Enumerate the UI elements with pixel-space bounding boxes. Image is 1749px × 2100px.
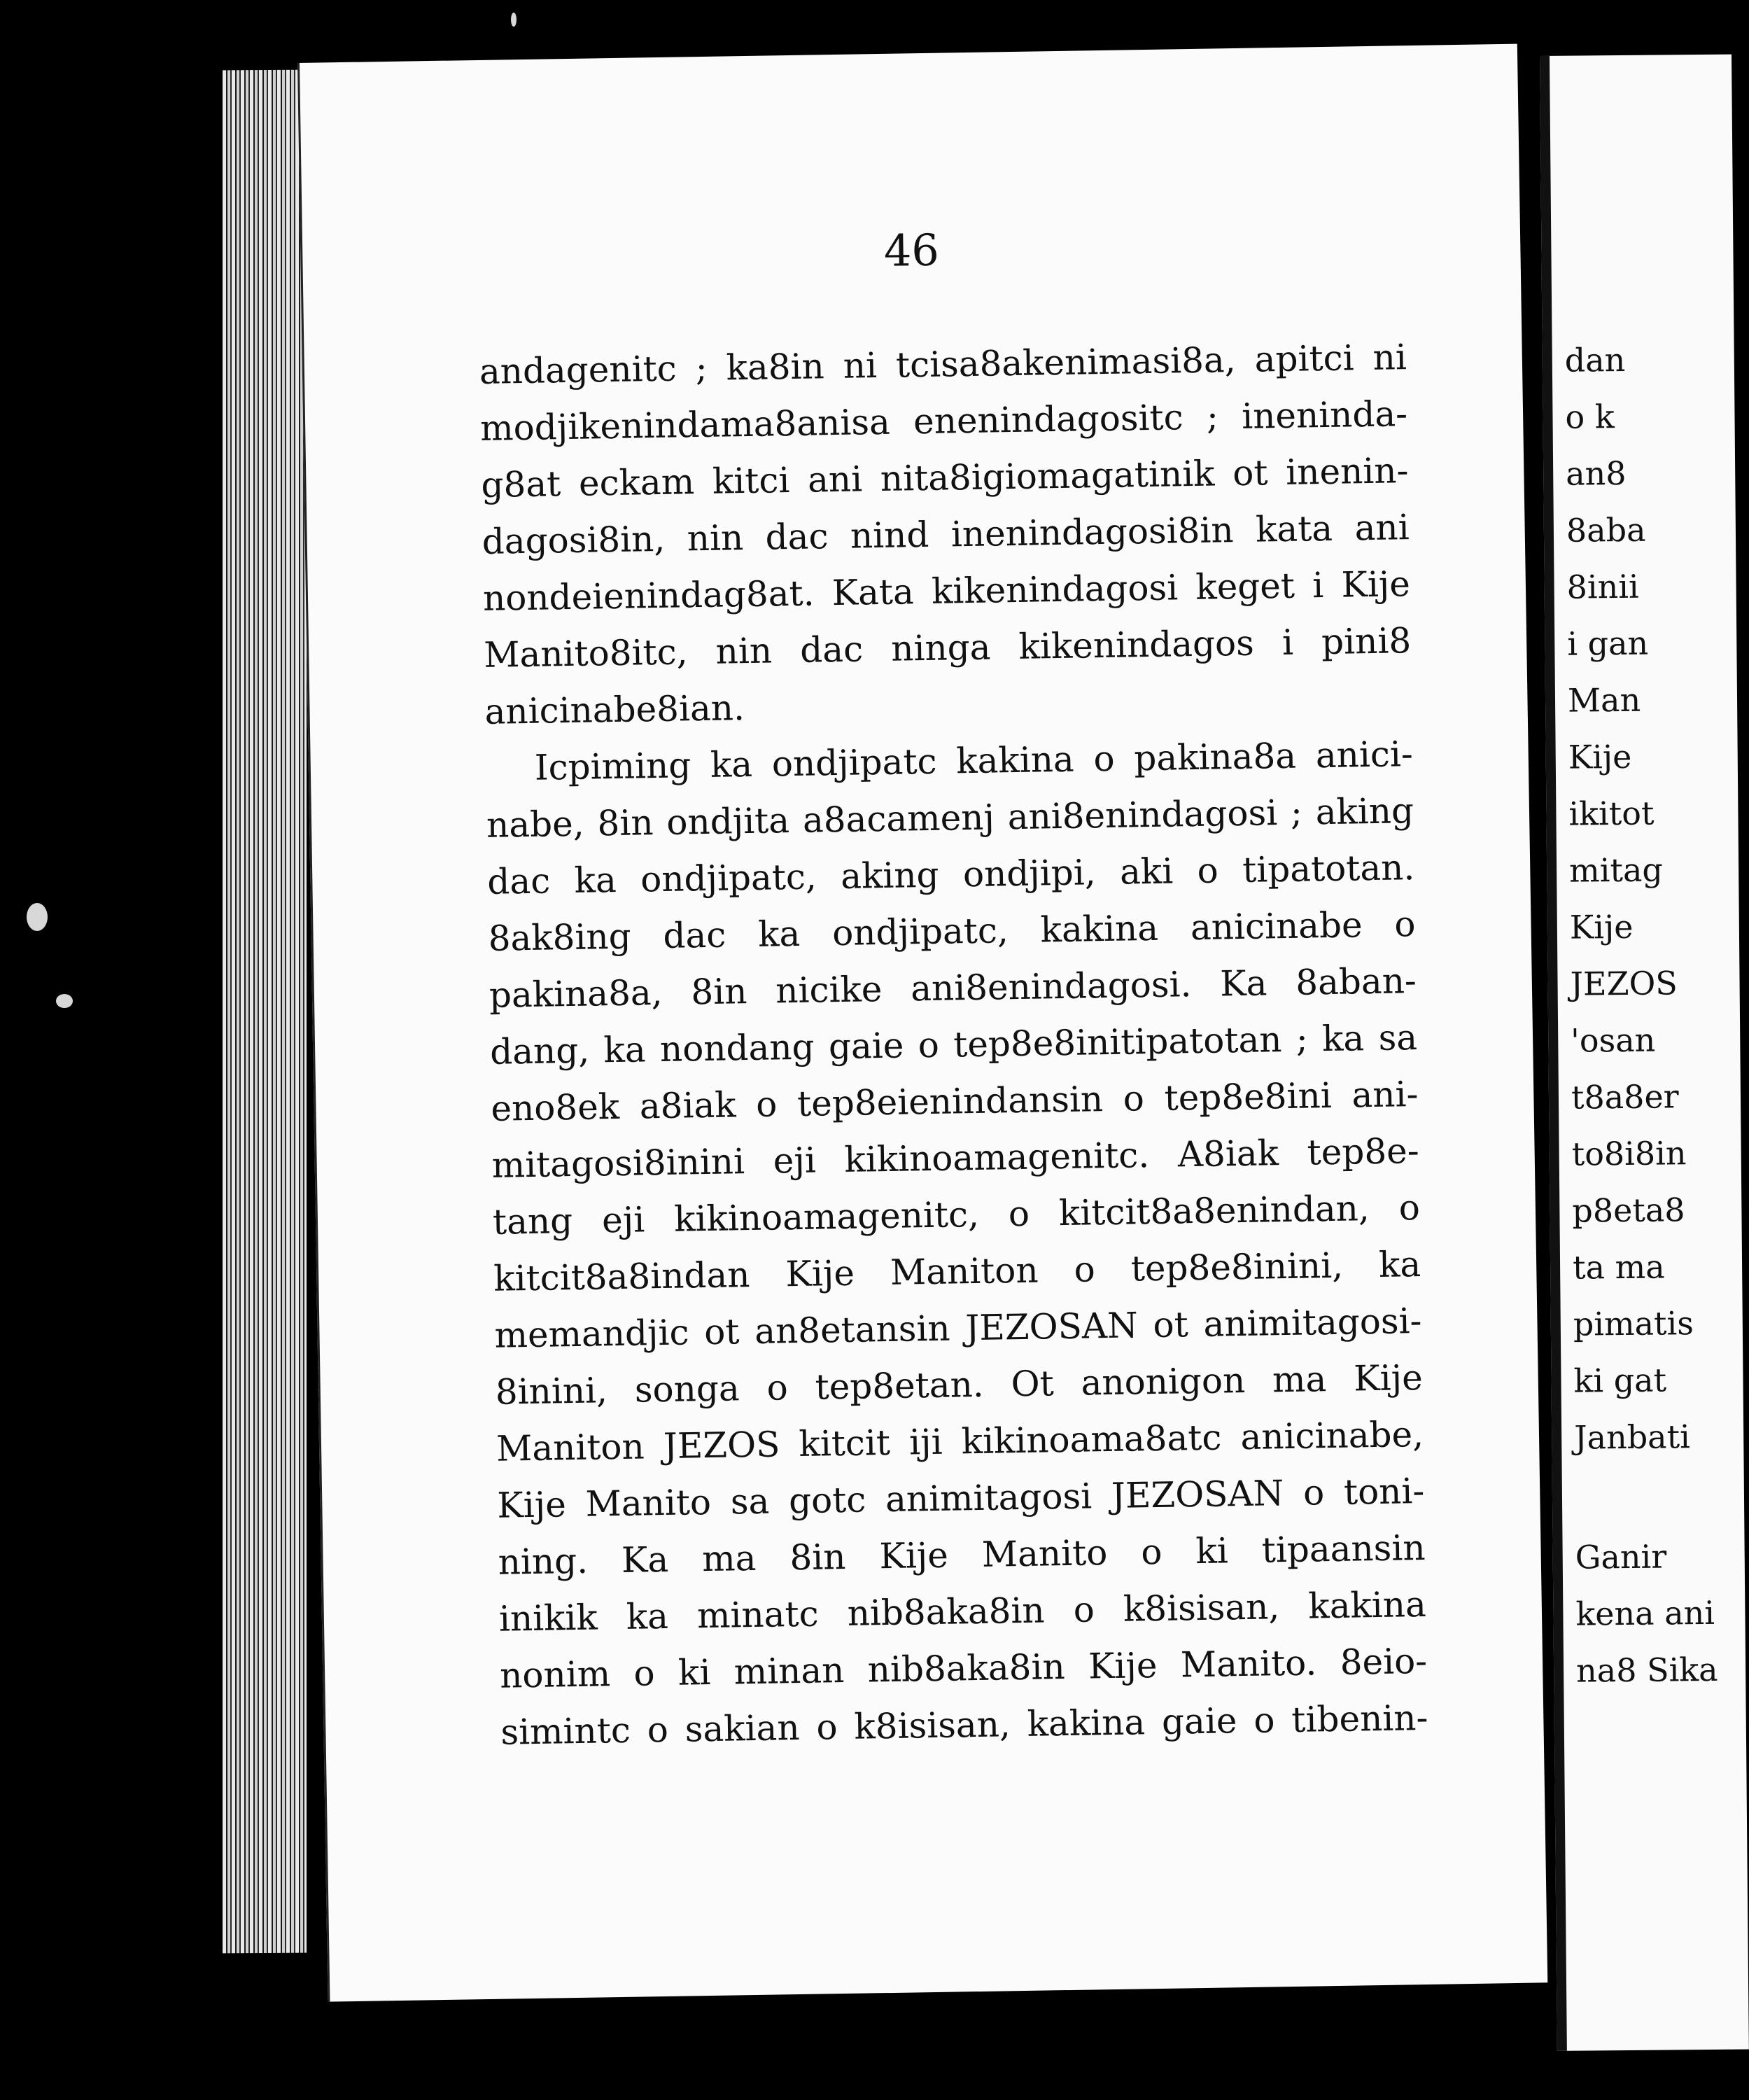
text-line: dang, ka nondang gaie o tep8e8initipatotan ; ka sa (489, 1017, 1418, 1072)
text-line: g8at eckam kitci ani nita8igiomagatinik ot inenin- (481, 450, 1409, 505)
dust-speck (56, 994, 73, 1008)
right-text-line: 8aba (1566, 510, 1646, 550)
text-line: 8ak8ing dac ka ondjipatc, kakina anicinabe o (488, 904, 1416, 959)
right-text-line: Janbati (1573, 1418, 1691, 1457)
dust-speck (27, 903, 48, 931)
right-text-line: Man (1567, 680, 1641, 720)
page-text-block (479, 329, 1428, 1761)
book-page-edges (223, 70, 307, 1954)
text-line: kitcit8a8indan Kije Maniton o tep8e8inini, ka (493, 1244, 1421, 1299)
text-line: andagenitc ; ka8in ni tcisa8akenimasi8a, apitci ni (479, 337, 1407, 392)
book-page-right-fragment (1540, 55, 1749, 2051)
book-page-left (297, 44, 1547, 2002)
text-line: memandjic ot an8etansin JEZOSAN ot animitagosi- (494, 1300, 1422, 1356)
text-line: eno8ek a8iak o tep8eienindansin o tep8e8ini ani- (491, 1074, 1419, 1129)
right-text-line: JEZOS (1570, 964, 1678, 1003)
text-line: nondeienindag8at. Kata kikenindagosi keget i Kije (482, 564, 1411, 619)
right-text-line: p8eta8 (1572, 1191, 1685, 1230)
right-text-line: t8a8er (1571, 1077, 1679, 1116)
right-text-line: 'osan (1571, 1021, 1656, 1060)
right-text-line: pimatis (1573, 1304, 1694, 1343)
right-text-line: an8 (1565, 454, 1627, 493)
text-line: dac ka ondjipatc, aking ondjipi, aki o tipatotan. (486, 847, 1415, 902)
right-text-line: Ganir (1575, 1537, 1667, 1576)
text-line: dagosi8in, nin dac nind inenindagosi8in kata ani (482, 507, 1410, 562)
text-line: 8inini, songa o tep8etan. Ot anonigon ma Kije (495, 1357, 1424, 1413)
text-line: modjikenindama8anisa enenindagositc ; ineninda- (479, 393, 1408, 449)
right-text-line: kena ani (1575, 1593, 1715, 1633)
text-line: Manito8itc, nin dac ninga kikenindagos i pini8 (483, 620, 1412, 676)
right-text-line: Kije (1568, 737, 1632, 776)
text-line: anicinabe8ian. (484, 687, 745, 732)
right-text-line: na8 Sika (1575, 1650, 1718, 1690)
right-text-line: ki gat (1573, 1361, 1667, 1400)
text-line: tang eji kikinoamagenitc, o kitcit8a8enindan, o (492, 1187, 1421, 1242)
right-text-line: dan (1564, 340, 1626, 379)
right-text-line: ikitot (1568, 794, 1655, 833)
text-line: nabe, 8in ondjita a8acamenj ani8enindagosi ; aking (486, 790, 1414, 846)
page-number: 46 (883, 224, 940, 276)
text-line: mitagosi8inini eji kikinoamagenitc. A8iak tep8e- (491, 1130, 1420, 1186)
text-line: ning. Ka ma 8in Kije Manito o ki tipaansin (498, 1527, 1426, 1583)
text-line: simintc o sakian o k8isisan, kakina gaie o tibenin- (500, 1697, 1428, 1753)
right-text-line: o k (1565, 398, 1615, 436)
right-text-line: to8i8in (1571, 1134, 1687, 1173)
text-line: Kije Manito sa gotc animitagosi JEZOSAN o toni- (496, 1470, 1425, 1526)
text-line: nonim o ki minan nib8aka8in Kije Manito. 8eio- (499, 1640, 1428, 1696)
text-line: Icpiming ka ondjipatc kakina o pakina8a anici- (534, 734, 1414, 788)
right-page-text (1564, 331, 1718, 1700)
right-text-line: i gan (1567, 624, 1649, 663)
dust-speck (511, 13, 517, 27)
text-line: inikik ka minatc nib8aka8in o k8isisan, kakina (498, 1583, 1427, 1639)
text-line: pakina8a, 8in nicike ani8enindagosi. Ka 8aban- (489, 960, 1417, 1016)
right-text-line: 8inii (1566, 567, 1639, 606)
right-text-line: mitag (1568, 850, 1664, 890)
right-text-line: Kije (1569, 907, 1634, 946)
right-text-line: ta ma (1572, 1247, 1665, 1287)
text-line: Maniton JEZOS kitcit iji kikinoama8atc anicinabe, (496, 1413, 1424, 1469)
